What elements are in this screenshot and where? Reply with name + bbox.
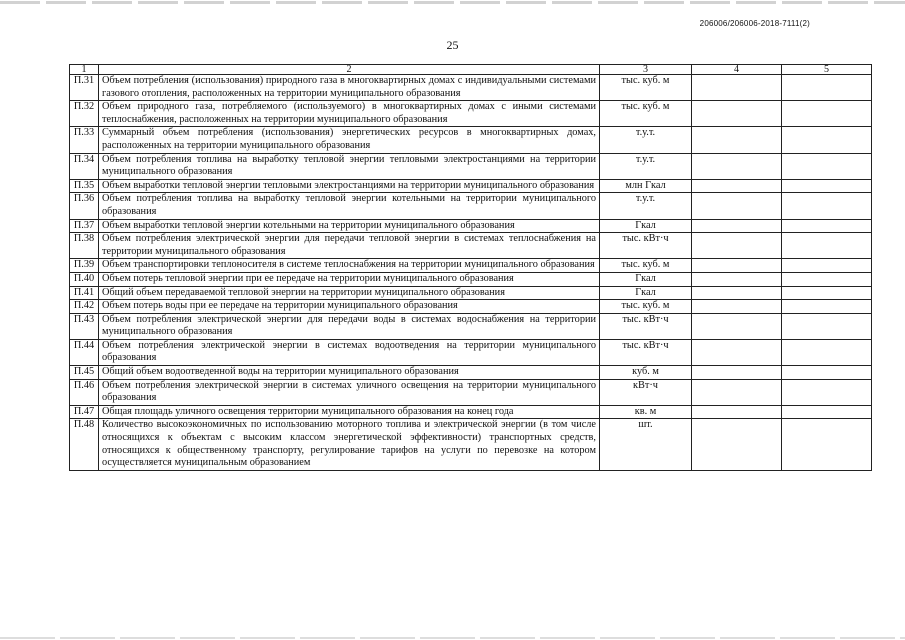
indicator-description: Объем транспортировки теплоносителя в системе теплоснабжения на территории муниципального образования xyxy=(99,259,600,273)
indicator-code: П.40 xyxy=(70,272,99,286)
value-cell-5 xyxy=(782,286,872,300)
table-row xyxy=(70,219,872,233)
value-cell-4 xyxy=(692,286,782,300)
indicator-code: П.38 xyxy=(70,233,99,259)
value-cell-4 xyxy=(692,419,782,470)
value-cell-5 xyxy=(782,405,872,419)
indicator-code: П.36 xyxy=(70,193,99,219)
indicator-unit: тыс. куб. м xyxy=(600,259,692,273)
indicator-description: Объем потребления топлива на выработку тепловой энергии котельными на территории муниципального образования xyxy=(99,193,600,219)
indicator-code: П.35 xyxy=(70,179,99,193)
indicator-unit: т.у.т. xyxy=(600,193,692,219)
indicator-unit: куб. м xyxy=(600,366,692,380)
scan-edge-bottom xyxy=(0,637,905,639)
indicator-description: Количество высокоэкономичных по использованию моторного топлива и электрической энергии (в том числе относящихся к объектам с высоким классом энергетической эффективности) транспортных средств, относящихся к общественному транспорту, регулирование тарифов на услуги по перевозке на котором осуществляется муниципальным образованием xyxy=(99,419,600,470)
value-cell-4 xyxy=(692,101,782,127)
value-cell-4 xyxy=(692,272,782,286)
value-cell-5 xyxy=(782,339,872,365)
table-row xyxy=(70,153,872,179)
value-cell-4 xyxy=(692,193,782,219)
indicator-unit: Гкал xyxy=(600,286,692,300)
indicators-table xyxy=(69,64,872,471)
column-header: 4 xyxy=(692,65,782,75)
indicator-unit: тыс. куб. м xyxy=(600,101,692,127)
table-row xyxy=(70,379,872,405)
value-cell-4 xyxy=(692,219,782,233)
indicator-description: Объем потерь тепловой энергии при ее передаче на территории муниципального образования xyxy=(99,272,600,286)
value-cell-5 xyxy=(782,219,872,233)
table-row xyxy=(70,300,872,314)
value-cell-5 xyxy=(782,233,872,259)
indicator-unit: тыс. куб. м xyxy=(600,300,692,314)
indicator-code: П.37 xyxy=(70,219,99,233)
value-cell-5 xyxy=(782,313,872,339)
table-row xyxy=(70,272,872,286)
value-cell-5 xyxy=(782,366,872,380)
indicator-unit: тыс. кВт·ч xyxy=(600,233,692,259)
table-row xyxy=(70,313,872,339)
indicator-code: П.48 xyxy=(70,419,99,470)
indicator-unit: Гкал xyxy=(600,272,692,286)
value-cell-4 xyxy=(692,153,782,179)
indicator-code: П.47 xyxy=(70,405,99,419)
value-cell-5 xyxy=(782,300,872,314)
value-cell-5 xyxy=(782,75,872,101)
indicator-code: П.33 xyxy=(70,127,99,153)
indicator-description: Объем потребления электрической энергии для передачи воды в системах водоснабжения на территории муниципального образования xyxy=(99,313,600,339)
indicator-unit: кв. м xyxy=(600,405,692,419)
scan-edge-top xyxy=(0,1,905,4)
value-cell-5 xyxy=(782,179,872,193)
indicator-code: П.31 xyxy=(70,75,99,101)
indicator-description: Объем потребления электрической энергии в системах водоотведения на территории муниципального образования xyxy=(99,339,600,365)
indicator-code: П.32 xyxy=(70,101,99,127)
indicator-code: П.39 xyxy=(70,259,99,273)
value-cell-5 xyxy=(782,153,872,179)
value-cell-4 xyxy=(692,366,782,380)
table-row xyxy=(70,127,872,153)
indicator-description: Объем потребления топлива на выработку тепловой энергии тепловыми электростанциями на территории муниципального образования xyxy=(99,153,600,179)
indicator-description: Объем выработки тепловой энергии котельными на территории муниципального образования xyxy=(99,219,600,233)
indicator-unit: тыс. кВт·ч xyxy=(600,339,692,365)
value-cell-4 xyxy=(692,75,782,101)
indicator-description: Общий объем передаваемой тепловой энергии на территории муниципального образования xyxy=(99,286,600,300)
value-cell-5 xyxy=(782,193,872,219)
value-cell-5 xyxy=(782,379,872,405)
indicator-description: Общая площадь уличного освещения территории муниципального образования на конец года xyxy=(99,405,600,419)
value-cell-4 xyxy=(692,300,782,314)
indicator-description: Суммарный объем потребления (использования) энергетических ресурсов в многоквартирных домах, расположенных на территории муниципального образования xyxy=(99,127,600,153)
page-number: 25 xyxy=(446,38,459,52)
indicator-unit: Гкал xyxy=(600,219,692,233)
value-cell-4 xyxy=(692,339,782,365)
value-cell-4 xyxy=(692,179,782,193)
table-row xyxy=(70,419,872,470)
indicator-description: Объем выработки тепловой энергии тепловыми электростанциями на территории муниципального образования xyxy=(99,179,600,193)
value-cell-5 xyxy=(782,259,872,273)
table-row xyxy=(70,179,872,193)
table-row xyxy=(70,259,872,273)
indicator-unit: т.у.т. xyxy=(600,127,692,153)
indicator-description: Объем потерь воды при ее передаче на территории муниципального образования xyxy=(99,300,600,314)
table-row xyxy=(70,233,872,259)
indicator-unit: тыс. куб. м xyxy=(600,75,692,101)
indicator-unit: кВт·ч xyxy=(600,379,692,405)
value-cell-4 xyxy=(692,313,782,339)
table-row xyxy=(70,366,872,380)
indicator-unit: тыс. кВт·ч xyxy=(600,313,692,339)
indicator-description: Объем потребления электрической энергии в системах уличного освещения на территории муниципального образования xyxy=(99,379,600,405)
value-cell-4 xyxy=(692,233,782,259)
value-cell-5 xyxy=(782,101,872,127)
indicator-code: П.46 xyxy=(70,379,99,405)
document-id: 206006/206006-2018-7111(2) xyxy=(699,19,810,28)
table-row xyxy=(70,75,872,101)
table-row xyxy=(70,286,872,300)
table-row xyxy=(70,339,872,365)
indicator-unit: т.у.т. xyxy=(600,153,692,179)
value-cell-4 xyxy=(692,405,782,419)
column-header: 5 xyxy=(782,65,872,75)
value-cell-4 xyxy=(692,259,782,273)
column-header: 1 xyxy=(70,65,99,75)
indicator-description: Объем потребления (использования) природного газа в многоквартирных домах с индивидуальными системами газового отопления, расположенных на территории муниципального образования xyxy=(99,75,600,101)
indicator-description: Объем природного газа, потребляемого (используемого) в многоквартирных домах с иными системами теплоснабжения, расположенных на территории муниципального образования xyxy=(99,101,600,127)
indicator-code: П.44 xyxy=(70,339,99,365)
value-cell-4 xyxy=(692,379,782,405)
indicator-unit: шт. xyxy=(600,419,692,470)
indicator-description: Общий объем водоотведенной воды на территории муниципального образования xyxy=(99,366,600,380)
value-cell-5 xyxy=(782,272,872,286)
indicator-code: П.41 xyxy=(70,286,99,300)
indicator-description: Объем потребления электрической энергии для передачи тепловой энергии в системах теплоснабжения на территории муниципального образования xyxy=(99,233,600,259)
indicator-code: П.45 xyxy=(70,366,99,380)
indicator-code: П.42 xyxy=(70,300,99,314)
table-header-row xyxy=(70,65,872,75)
value-cell-5 xyxy=(782,127,872,153)
indicator-unit: млн Гкал xyxy=(600,179,692,193)
indicator-code: П.43 xyxy=(70,313,99,339)
table-row xyxy=(70,405,872,419)
table-row xyxy=(70,193,872,219)
column-header: 3 xyxy=(600,65,692,75)
value-cell-4 xyxy=(692,127,782,153)
value-cell-5 xyxy=(782,419,872,470)
column-header: 2 xyxy=(99,65,600,75)
table-row xyxy=(70,101,872,127)
indicator-code: П.34 xyxy=(70,153,99,179)
